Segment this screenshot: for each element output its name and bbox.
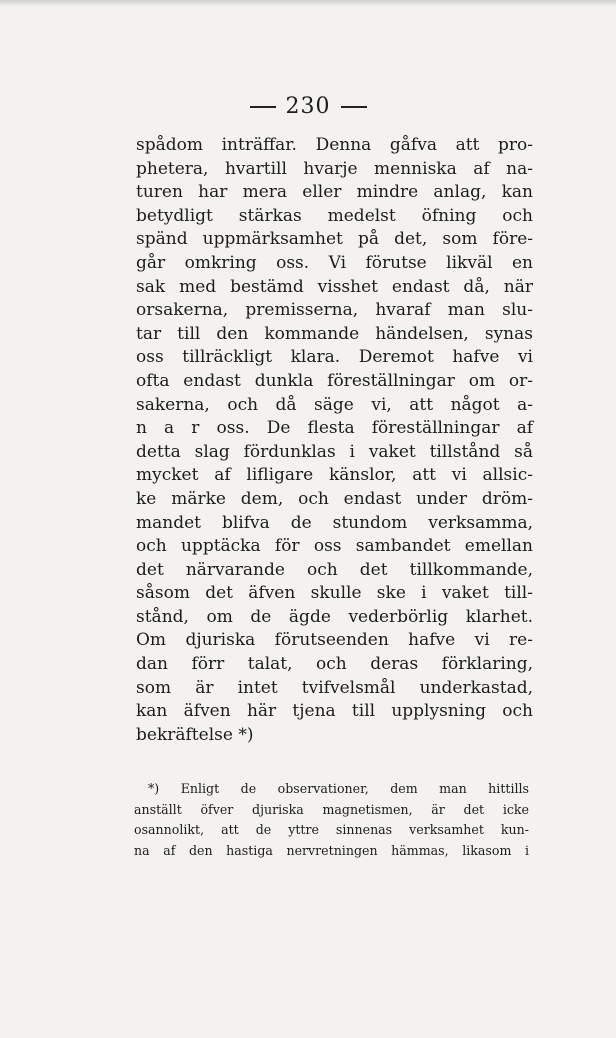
body-line: mandet blifva de stundom verksamma, — [136, 512, 533, 533]
body-line: orsakerna, premisserna, hvaraf man slu- — [136, 300, 533, 321]
body-line: turen har mera eller mindre anlag, kan — [136, 182, 533, 203]
body-line: ofta endast dunkla föreställningar om or- — [136, 370, 533, 391]
page-top-edge — [0, 0, 616, 6]
header-dash-right — [341, 106, 367, 108]
page-number: 230 — [285, 94, 331, 119]
page-header — [0, 94, 616, 119]
body-line: tar till den kommande händelsen, synas — [136, 323, 533, 344]
body-line: som är intet tvifvelsmål underkastad, — [136, 677, 533, 698]
body-text — [136, 134, 533, 747]
body-line: n a r oss. De flesta föreställningar af — [136, 418, 533, 439]
body-line: spådom inträffar. Denna gåfva att pro- — [136, 135, 533, 155]
body-line: dan förr talat, och deras förklaring, — [136, 654, 533, 675]
body-line: bekräftelse *) — [136, 724, 254, 745]
body-line: spänd uppmärksamhet på det, som före- — [136, 229, 533, 250]
body-line: och upptäcka för oss sambandet emellan — [136, 536, 533, 557]
body-line: ke märke dem, och endast under dröm- — [136, 488, 533, 509]
body-line: såsom det äfven skulle ske i vaket till- — [136, 583, 533, 604]
header-dash-left — [250, 106, 276, 108]
body-line: kan äfven här tjena till upplysning och — [136, 701, 533, 722]
body-line: går omkring oss. Vi förutse likväl en — [136, 252, 533, 273]
footnote — [134, 779, 529, 862]
body-line: sakerna, och då säge vi, att något a- — [136, 394, 533, 415]
footnote-line: anställt öfver djuriska magnetismen, är det icke — [134, 801, 529, 817]
footnote-line: *) Enligt de observationer, dem man hittills — [148, 781, 529, 796]
body-line: det närvarande och det tillkommande, — [136, 559, 533, 580]
footnote-line: osannolikt, att de yttre sinnenas verksamhet kun- — [134, 822, 529, 838]
body-line: betydligt stärkas medelst öfning och — [136, 205, 533, 226]
body-line: stånd, om de ägde vederbörlig klarhet. — [136, 606, 533, 627]
body-line: mycket af lifligare känslor, att vi allsic- — [136, 465, 533, 486]
body-line: Om djuriska förutseenden hafve vi re- — [136, 630, 533, 651]
body-line: phetera, hvartill hvarje menniska af na- — [136, 158, 533, 179]
body-line: sak med bestämd visshet endast då, när — [136, 276, 533, 297]
body-line: oss tillräckligt klara. Deremot hafve vi — [136, 347, 533, 368]
body-line: detta slag fördunklas i vaket tillstånd så — [136, 441, 533, 462]
footnote-line: na af den hastiga nervretningen hämmas, likasom i — [134, 843, 529, 859]
